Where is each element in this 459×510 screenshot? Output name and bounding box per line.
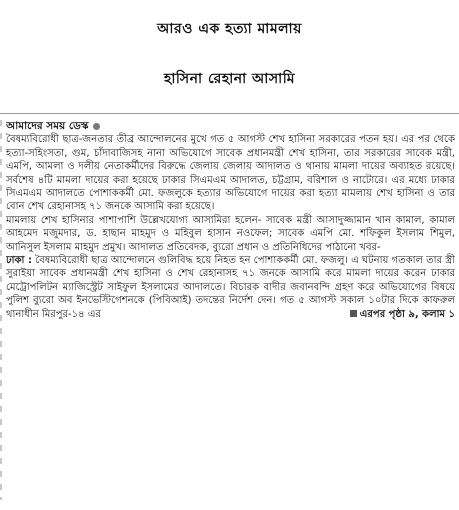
byline-line — [6, 120, 455, 133]
headline-line-1: আরও এক হত্যা মামলায় — [157, 21, 302, 37]
paragraph-1: বৈষম্যবিরোধী ছাত্র-জনতার তীব্র আন্দোলনের মুখে গত ৫ আগস্ট শেখ হাসিনা সরকারের পতন হয়। এর পর থেকে হত্যা-সহিংসতা, গুম, চাঁদাবাজিসহ নানা অভিযোগে সাবেক প্রধানমন্ত্রী শেখ হাসিনা, তার সরকারের সাবেক মন্ত্রী, এমপি, আমলা ও দলীয় নেতাকর্মীদের বিরুদ্ধে জেলায় জেলায় আদালত ও থানায় মামলা দায়ের অব্যাহত রয়েছে। সর্বশেষ ৪টি মামলা দায়ের করা হয়েছে ঢাকার সিএমএম আদালত, চট্টগ্রাম, বরিশাল ও নাটোরে। এর মধ্যে ঢাকার সিএমএম আদালতে পোশাককর্মী মো. ফজলুকে হত্যার অভিযোগে দায়ের করা হত্যা মামলায় শেখ হাসিনা ও তার বোন শেখ রেহানাসহ ৭১ জনকে আসামি করা হয়েছে। — [6, 134, 455, 213]
article-body — [6, 120, 455, 506]
dateline: ঢাকা : — [6, 255, 32, 267]
headline-line-2: হাসিনা রেহানা আসামি — [164, 71, 295, 87]
paragraph-3-text: বৈষম্যবিরোধী ছাত্র আন্দোলনে গুলিবিদ্ধ হয়ে নিহত হন পোশাককর্মী মো. ফজলু। এ ঘটনায় গতকাল তার স্ত্রী সুরাইয়া সাবেক প্রধানমন্ত্রী শেখ হাসিনা ও শেখ রেহানাসহ ৭১ জনকে আসামি করে মামলা দায়ের করেন ঢাকার মেট্রোপলিটন ম্যাজিস্ট্রেট সাইফুল ইসলামের আদালতে। বিচারক বাদীর জবানবন্দি গ্রহণ করে অভিযোগের বিষয়ে পুলিশ ব্যুরো অব ইনভেস্টিগেশনকে (পিবিআই) তদন্তের নির্দেশ দেন। গত ৫ আগস্ট সকাল ১০টার দিকে কাফরুল থানাধীন মিরপুর-১৪ এর — [6, 255, 455, 320]
square-bullet-icon — [350, 310, 357, 317]
adjacent-column-edge — [0, 120, 2, 500]
headline-divider — [0, 113, 459, 114]
headline — [0, 4, 459, 104]
bullet-icon — [93, 123, 100, 130]
byline: আমাদের সময় ডেস্ক — [6, 120, 89, 132]
paragraph-2: মামলায় শেখ হাসিনার পাশাপাশি উল্লেখযোগ্য আসামিরা হলেন- সাবেক মন্ত্রী আসাদুজ্জামান খান কামাল, কামাল আহমেদ মজুমদার, ড. হাছান মাহমুদ ও মহিবুল হাসান নওফেল; সাবেক এমপি মো. শফিকুল ইসলাম শিমুল, আনিসুল ইসলাম মাহমুদ প্রমুখ। আদালত প্রতিবেদক, ব্যুরো প্রধান ও প্রতিনিধিদের পাঠানো খবর- — [6, 214, 455, 253]
continuation-jump — [350, 308, 455, 321]
continuation-label: এরপর পৃষ্ঠা ৯, কলাম ১ — [359, 308, 455, 320]
paragraph-3 — [6, 254, 455, 321]
